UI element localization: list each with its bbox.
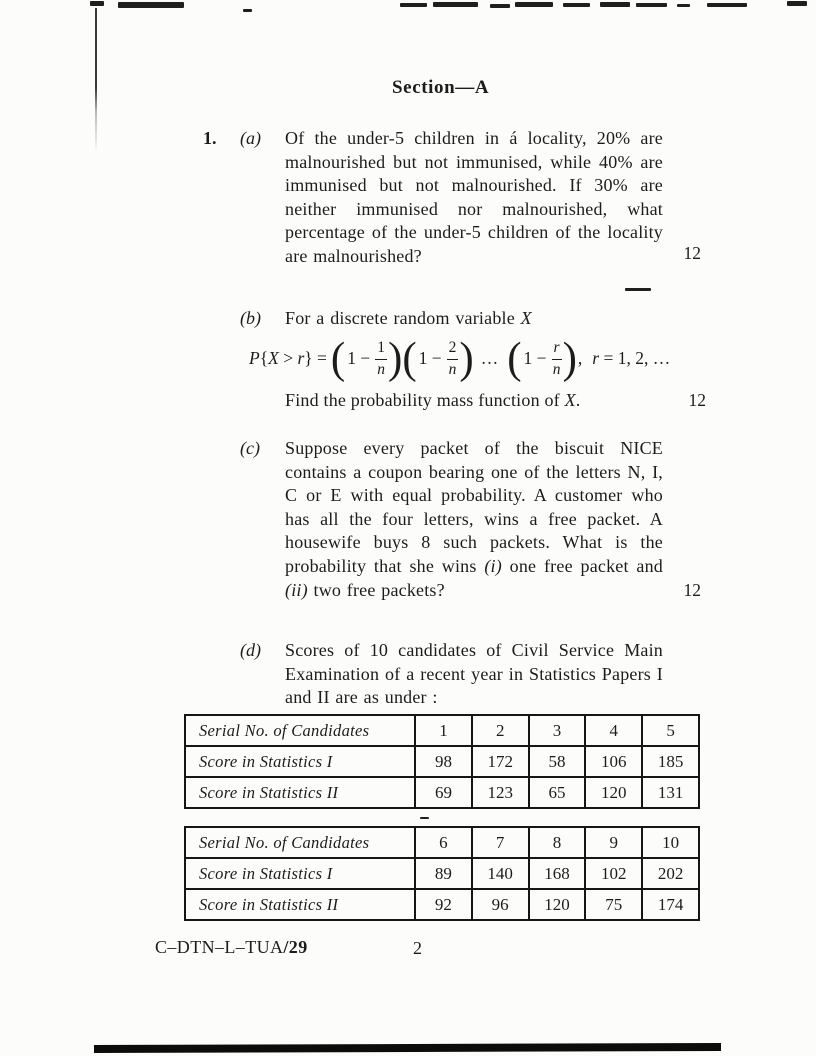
factor-prefix: 1 − [418,347,442,368]
fraction-denominator: n [552,360,561,378]
part-a-marks: 12 [683,242,701,263]
score-cell: 5 [642,715,699,746]
scan-artifact [400,3,427,7]
question-part-b [203,307,706,411]
score-cell: 98 [415,746,472,777]
open-paren: ( [402,333,417,383]
part-label-a: (a) [240,128,261,148]
part-b-outro-row [285,390,706,411]
scan-artifact [787,1,807,6]
score-cell: 106 [585,746,642,777]
scan-artifact [420,817,429,819]
part-a-text [285,127,663,269]
score-cell: 1 [415,715,472,746]
text-segment: X [564,389,576,410]
close-paren: ) [562,333,577,383]
open-paren: ( [330,333,346,383]
formula-factor [330,333,403,383]
scan-artifact [625,288,651,291]
score-cell: 123 [472,777,529,808]
score-cell: 9 [585,827,642,858]
part-label-d: (d) [240,640,261,660]
formula-ellipsis: … [480,347,501,368]
close-paren: ) [459,333,474,383]
factor-prefix: 1 − [523,347,547,368]
part-d-text [285,639,663,710]
text-segment: } = [304,347,327,368]
text-segment: Find the probability mass function of [285,389,565,410]
text-segment: r [592,347,600,368]
scan-artifact [563,3,590,7]
paper-code [155,937,308,957]
score-cell: 168 [529,858,586,889]
scan-artifact [90,1,104,6]
score-cell: 8 [529,827,586,858]
bottom-scan-bar [94,1043,721,1053]
text-segment: P [249,347,260,368]
score-cell: 69 [415,777,472,808]
part-b-marks: 12 [688,389,706,410]
formula-tail [592,348,670,369]
table-row [185,889,699,920]
table-row [185,746,699,777]
open-paren: ( [507,333,522,383]
score-cell: 172 [472,746,529,777]
text-segment: Of the under-5 children in á locality, 20% are malnourished but not immunised, while 40% are immunised but not malnourished. If 30% are neither immunised nor malnourished, what percentage of the under-5 children of the locality are malnourished? [285,128,663,266]
scan-artifact [515,2,553,7]
score-cell: 65 [529,777,586,808]
fraction [447,339,459,379]
paper-code-suffix: /29 [283,937,308,957]
score-cell: 120 [529,889,586,920]
table-row [185,715,699,746]
text-segment: > [278,347,298,368]
question-part-a [203,127,703,269]
part-c-text [285,437,663,602]
score-cell: 96 [472,889,529,920]
fraction-numerator: 2 [447,339,459,360]
part-label-c: (c) [240,438,260,458]
row-label-cell: Serial No. of Candidates [185,715,415,746]
text-segment: r [297,347,305,368]
row-label-cell: Serial No. of Candidates [185,827,415,858]
score-cell: 75 [585,889,642,920]
fraction [375,339,387,379]
scan-artifact [707,3,747,7]
table-row [185,777,699,808]
score-cell: 58 [529,746,586,777]
score-table-1 [184,714,700,809]
formula-lhs [249,348,327,369]
formula-factor [402,333,474,383]
score-cell: 4 [585,715,642,746]
score-cell: 202 [642,858,699,889]
fraction-numerator: 1 [375,339,387,360]
fraction-denominator: n [377,360,385,378]
score-cell: 120 [585,777,642,808]
score-cell: 102 [585,858,642,889]
part-c-marks: 12 [683,580,701,601]
row-label-cell: Score in Statistics I [185,858,415,889]
fraction-denominator: n [448,360,457,378]
text-segment: X [520,308,532,328]
text-segment: two free packets? [307,579,445,600]
formula-comma: , [577,347,583,368]
question-part-c [203,437,703,602]
scan-artifact [490,4,510,8]
text-segment: (ii) [285,579,308,600]
question-part-d [203,639,703,710]
score-table-2 [184,826,700,921]
scan-artifact [600,2,630,7]
part-label-b: (b) [240,308,261,328]
scan-artifact [677,4,690,7]
text-segment: { [259,347,269,368]
close-paren: ) [387,333,403,383]
fraction-numerator: r [552,339,562,360]
text-segment: For a discrete random variable [285,308,521,328]
score-cell: 131 [642,777,699,808]
text-segment: = 1, 2, … [599,347,671,368]
score-cell: 185 [642,746,699,777]
score-cell: 2 [472,715,529,746]
table-row [185,858,699,889]
scan-margin-line [95,8,97,153]
formula-factor [507,333,577,383]
score-cell: 10 [642,827,699,858]
row-label-cell: Score in Statistics II [185,777,415,808]
part-b-outro [285,390,580,411]
score-cell: 3 [529,715,586,746]
text-segment: Scores of 10 candidates of Civil Service Main Examination of a recent year in Statistics Papers I and II are as under : [285,640,663,708]
score-cell: 140 [472,858,529,889]
paper-code-text: C–DTN–L–TUA [155,937,284,957]
part-b-intro-row [203,307,703,331]
page-footer [155,937,575,958]
part-b-intro [285,307,663,331]
table-row [185,827,699,858]
scan-artifact [118,2,184,8]
formula-factors [330,333,592,383]
text-segment: X [268,347,279,368]
fraction [552,339,562,379]
page-number: 2 [413,938,422,958]
row-label-cell: Score in Statistics II [185,889,415,920]
text-segment: one free packet and [501,555,663,576]
probability-formula [249,333,703,383]
scan-artifact [243,9,252,12]
text-segment: (i) [484,555,502,576]
text-segment: Suppose every packet of the biscuit NICE contains a coupon bearing one of the letters N, I, C or E with equal probability. A customer who has all the four letters, wins a free packet. A housewife buys 8 such packets. What is the probability that she wins [285,438,663,576]
score-cell: 7 [472,827,529,858]
scan-artifact [433,2,478,7]
question-number-spacer [203,307,240,331]
factor-prefix: 1 − [347,347,371,368]
scan-artifact [636,3,667,7]
score-cell: 6 [415,827,472,858]
question-number: 1. [203,128,217,148]
section-title: Section—A [392,77,490,98]
score-cell: 174 [642,889,699,920]
score-cell: 89 [415,858,472,889]
row-label-cell: Score in Statistics I [185,746,415,777]
text-segment: . [575,389,581,410]
score-cell: 92 [415,889,472,920]
